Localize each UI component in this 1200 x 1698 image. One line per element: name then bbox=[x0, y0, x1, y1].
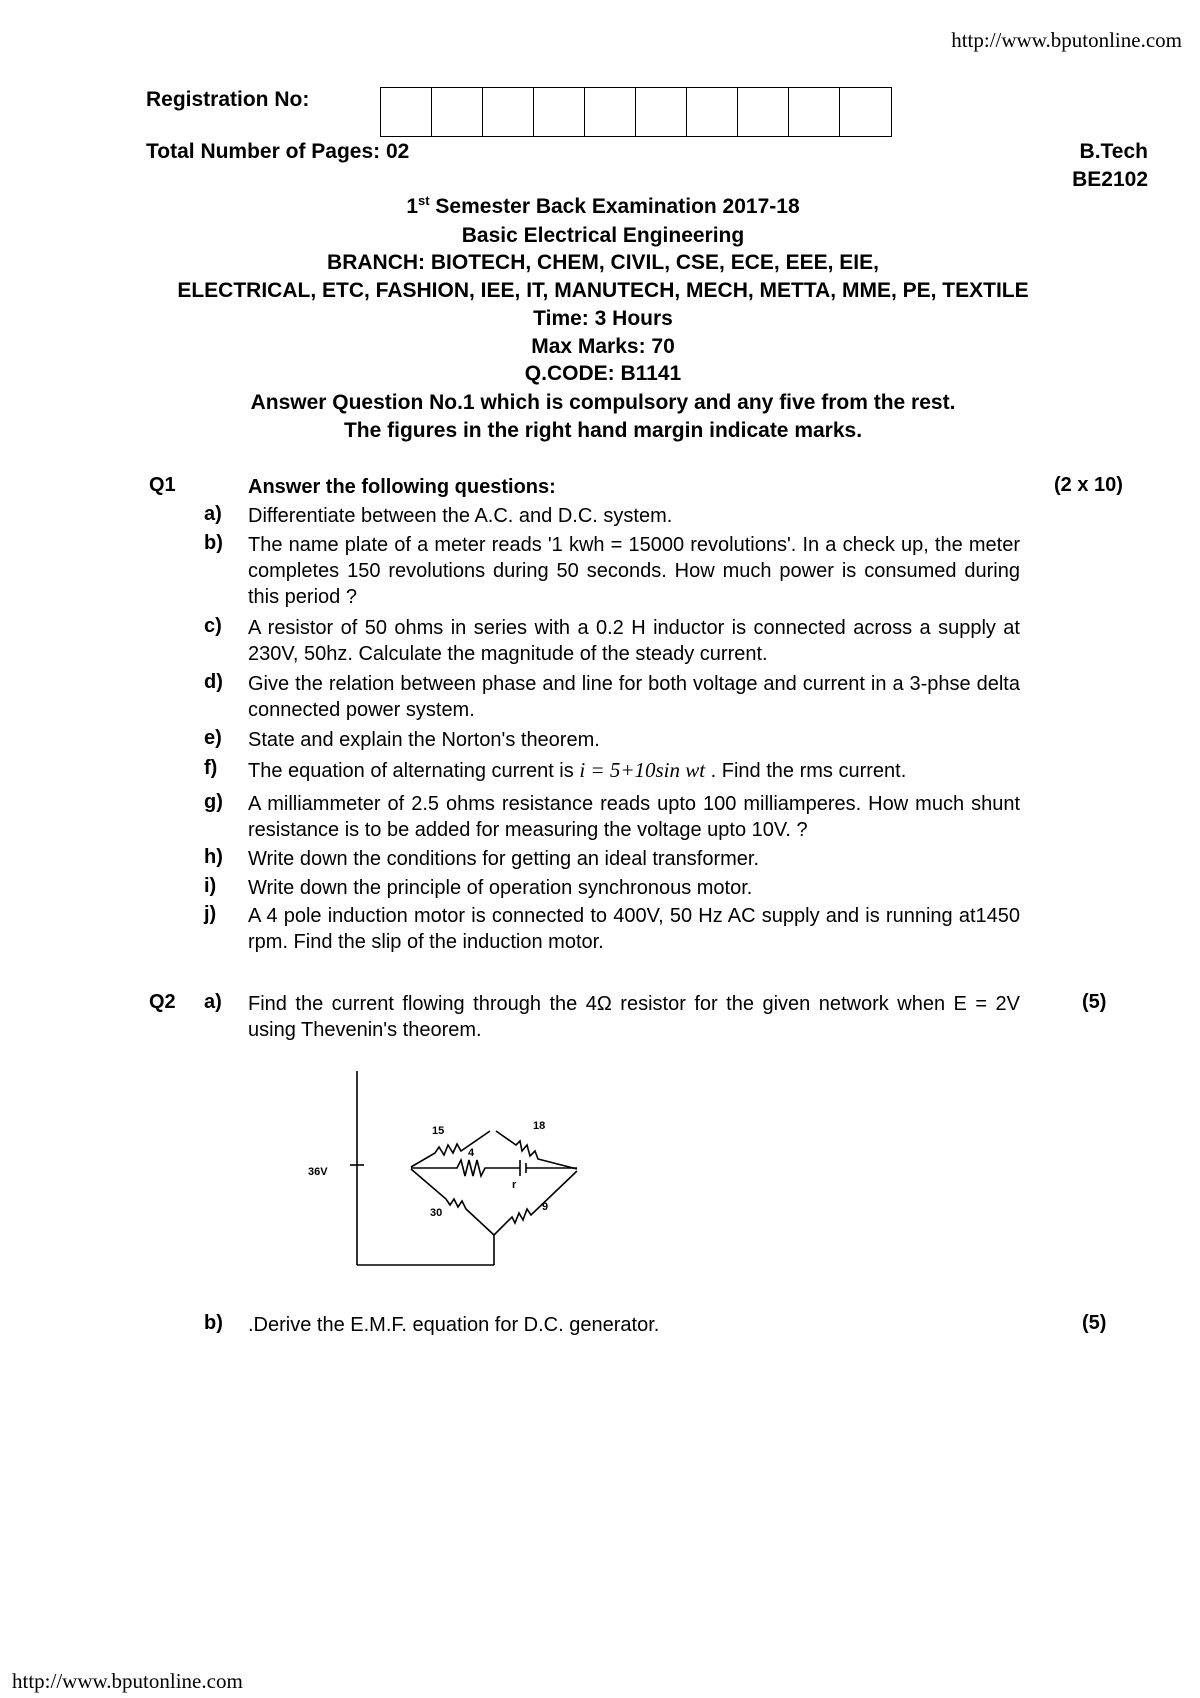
registration-box[interactable] bbox=[381, 88, 432, 136]
item-text: Write down the conditions for getting an ideal transformer. bbox=[248, 848, 760, 870]
registration-label: Registration No: bbox=[146, 88, 310, 111]
item-text: A 4 pole induction motor is connected to 400V, 50 Hz AC supply and is running at1450 rpm. Find the slip of the induction motor. bbox=[248, 905, 1020, 953]
item-letter: a) bbox=[204, 503, 222, 525]
item-text: State and explain the Norton's theorem. bbox=[248, 729, 600, 751]
resistor-label-middle: 4 bbox=[468, 1147, 475, 1159]
resistor-middle bbox=[411, 1160, 520, 1176]
registration-box[interactable] bbox=[738, 88, 789, 136]
resistor-bottom-left bbox=[411, 1169, 494, 1235]
item-text: Find the current flowing through the 4Ω resistor for the given network when E = 2V using Thevenin's theorem. bbox=[248, 993, 1020, 1041]
registration-box[interactable] bbox=[789, 88, 840, 136]
question-label: Q2 bbox=[149, 991, 176, 1013]
item-letter: c) bbox=[204, 615, 222, 637]
item-letter: f) bbox=[204, 757, 218, 779]
registration-box[interactable] bbox=[840, 88, 891, 136]
item-text-before: The equation of alternating current is bbox=[248, 760, 580, 782]
current-equation: i = 5+10sin wt bbox=[579, 758, 706, 782]
branch-line-2: ELECTRICAL, ETC, FASHION, IEE, IT, MANUTECH, MECH, METTA, MME, PE, TEXTILE bbox=[177, 279, 1029, 302]
item-text: Differentiate between the A.C. and D.C. system. bbox=[248, 505, 673, 527]
item-letter: g) bbox=[204, 791, 223, 813]
item-text-after: . Find the rms current. bbox=[705, 760, 907, 782]
question-marks: (2 x 10) bbox=[1054, 474, 1123, 496]
item-letter: d) bbox=[204, 671, 223, 693]
registration-box[interactable] bbox=[432, 88, 483, 136]
question-code: Q.CODE: B1141 bbox=[524, 362, 682, 385]
instruction-compulsory: Answer Question No.1 which is compulsory and any five from the rest. bbox=[250, 391, 956, 414]
item-text-with-equation bbox=[248, 757, 1020, 784]
source-label: 36V bbox=[308, 1166, 328, 1178]
item-text: .Derive the E.M.F. equation for D.C. generator. bbox=[248, 1314, 660, 1336]
question-label: Q1 bbox=[149, 474, 176, 496]
item-text: The name plate of a meter reads '1 kwh = 15000 revolutions'. In a check up, the meter completes 150 revolutions during 50 seconds. How much power is consumed during this period ? bbox=[248, 534, 1020, 608]
semester-number: 1 bbox=[406, 195, 419, 218]
registration-box[interactable] bbox=[636, 88, 687, 136]
registration-box[interactable] bbox=[534, 88, 585, 136]
item-text: A milliammeter of 2.5 ohms resistance reads upto 100 milliamperes. How much shunt resistance is to be added for measuring the voltage upto 10V. ? bbox=[248, 793, 1020, 841]
subject-name: Basic Electrical Engineering bbox=[461, 224, 745, 247]
footer-url: http://www.bputonline.com bbox=[12, 1669, 243, 1693]
degree: B.Tech bbox=[1079, 140, 1148, 163]
item-letter: a) bbox=[204, 991, 222, 1013]
subject-code: BE2102 bbox=[1072, 168, 1148, 191]
bridge-circuit-diagram bbox=[300, 1065, 600, 1280]
registration-box[interactable] bbox=[687, 88, 738, 136]
item-letter: b) bbox=[204, 532, 223, 554]
registration-boxes bbox=[380, 87, 892, 137]
question-heading: Answer the following questions: bbox=[248, 476, 556, 498]
item-letter: e) bbox=[204, 727, 222, 749]
semester-text: Semester Back Examination 2017-18 bbox=[429, 195, 800, 218]
question-marks: (5) bbox=[1082, 991, 1107, 1013]
resistor-label-top-right: 18 bbox=[533, 1120, 546, 1132]
item-letter: i) bbox=[204, 875, 217, 897]
total-pages: Total Number of Pages: 02 bbox=[146, 140, 410, 163]
branch-line-1: BRANCH: BIOTECH, CHEM, CIVIL, CSE, ECE, EEE, EIE, bbox=[327, 251, 879, 274]
battery-label: r bbox=[512, 1179, 517, 1191]
registration-box[interactable] bbox=[483, 88, 534, 136]
resistor-top-right bbox=[496, 1131, 577, 1169]
item-letter: b) bbox=[204, 1312, 223, 1334]
item-text: Give the relation between phase and line for both voltage and current in a 3-phse delta connected power system. bbox=[248, 673, 1020, 721]
semester-title bbox=[140, 193, 1066, 219]
registration-box[interactable] bbox=[585, 88, 636, 136]
question-marks: (5) bbox=[1082, 1312, 1107, 1334]
semester-superscript: st bbox=[418, 193, 430, 208]
item-letter: j) bbox=[204, 903, 217, 925]
resistor-label-bottom-right: 9 bbox=[542, 1201, 549, 1213]
exam-time: Time: 3 Hours bbox=[533, 307, 673, 330]
item-text: A resistor of 50 ohms in series with a 0.2 H inductor is connected across a supply at 230V, 50hz. Calculate the magnitude of the steady current. bbox=[248, 617, 1020, 665]
header-url: http://www.bputonline.com bbox=[951, 28, 1182, 52]
resistor-label-top-left: 15 bbox=[432, 1125, 445, 1137]
item-letter: h) bbox=[204, 846, 223, 868]
instruction-marks: The figures in the right hand margin indicate marks. bbox=[343, 419, 863, 442]
max-marks: Max Marks: 70 bbox=[531, 335, 675, 358]
item-text: Write down the principle of operation synchronous motor. bbox=[248, 877, 753, 899]
resistor-bottom-right bbox=[494, 1171, 577, 1235]
resistor-label-bottom-left: 30 bbox=[430, 1207, 443, 1219]
